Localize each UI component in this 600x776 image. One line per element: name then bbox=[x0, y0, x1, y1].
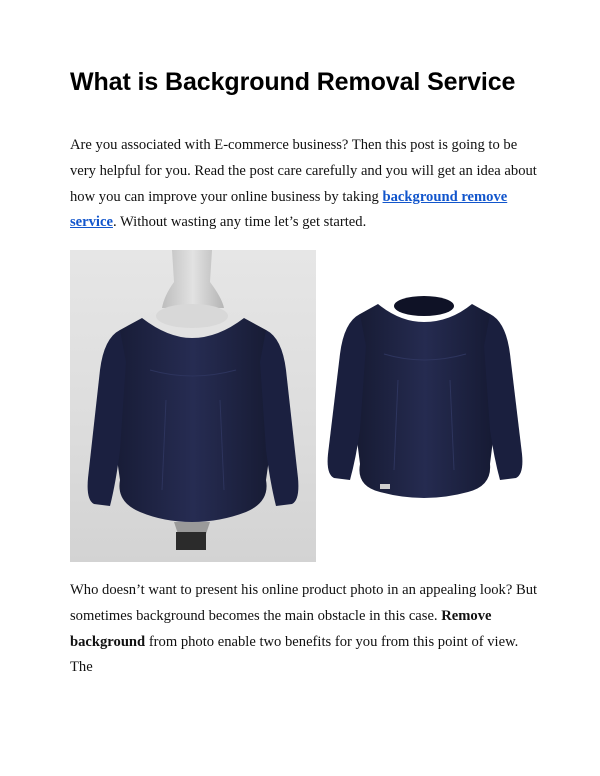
page-title: What is Background Removal Service bbox=[70, 68, 516, 96]
body-paragraph bbox=[70, 578, 540, 681]
intro-text-end: . Without wasting any time let’s get started. bbox=[112, 214, 367, 231]
body-text-end: from photo enable two benefits for you from this point of view. The bbox=[70, 633, 519, 676]
background-remove-service-link[interactable]: background remove service bbox=[70, 188, 508, 231]
intro-text: Are you associated with E-commerce business? Then this post is going to be very helpful for you. Read the post care carefully and you will get an idea about how you can improve your online business by taking bbox=[70, 137, 537, 205]
shirt-ghost-mannequin-image bbox=[318, 250, 532, 562]
remove-background-text: Remove background bbox=[70, 607, 492, 650]
intro-paragraph bbox=[70, 133, 540, 236]
shirt-on-mannequin-image bbox=[70, 250, 316, 562]
body-text: Who doesn’t want to present his online product photo in an appealing look? But sometimes background becomes the main obstacle in this case. bbox=[70, 582, 538, 624]
